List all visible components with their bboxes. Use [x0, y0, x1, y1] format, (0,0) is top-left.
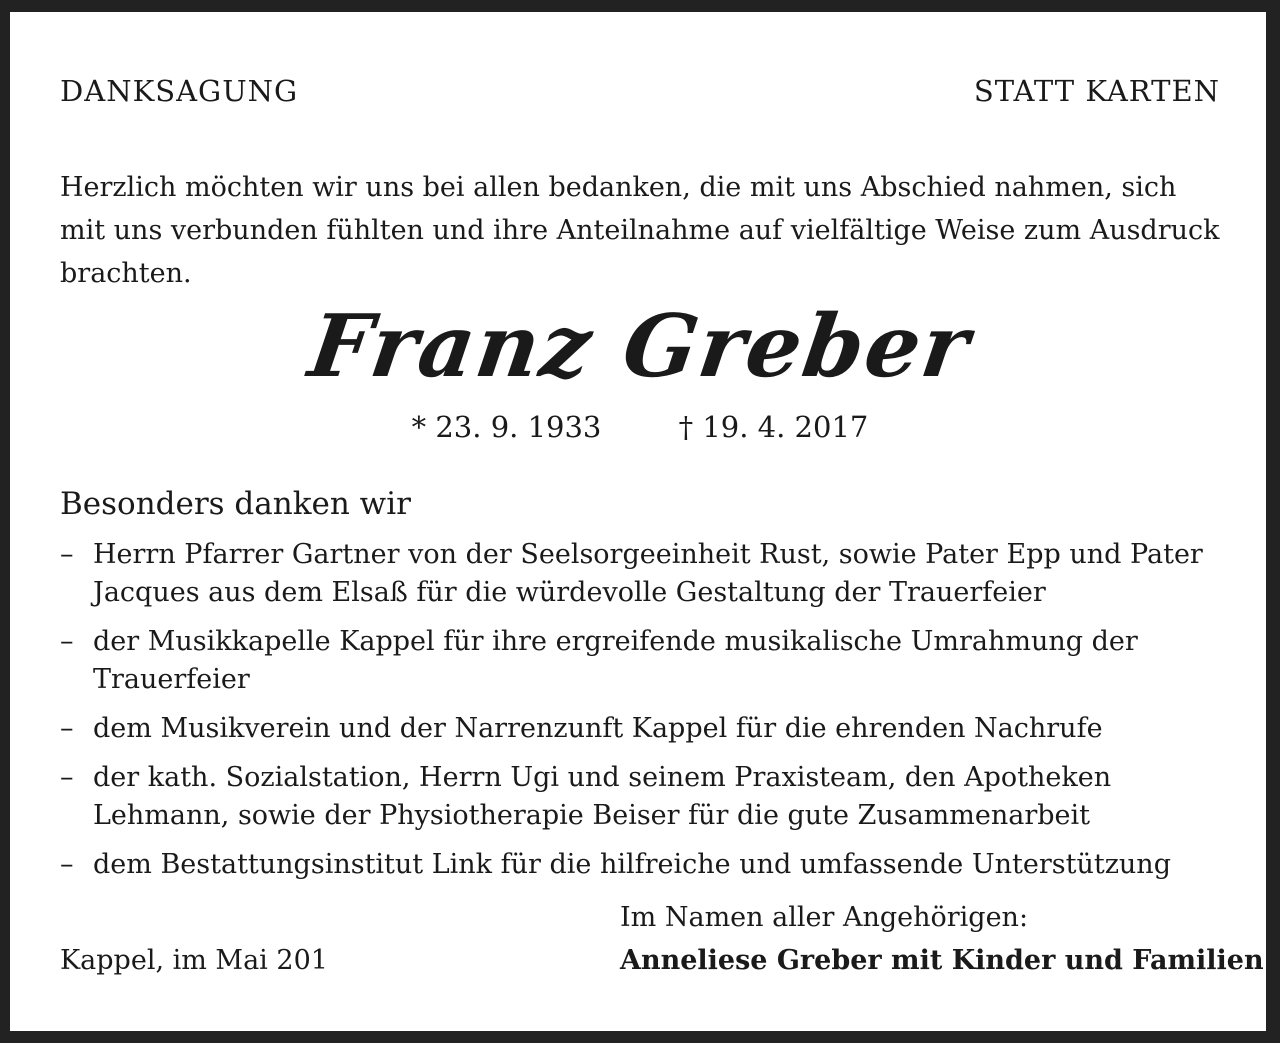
- thanks-list: [60, 536, 1240, 895]
- list-item: [60, 710, 1240, 748]
- list-item: [60, 536, 1240, 612]
- list-bullet: –: [60, 762, 74, 793]
- list-item: [60, 623, 1240, 699]
- list-bullet: –: [60, 713, 74, 744]
- family-signature: Anneliese Greber mit Kinder und Familien: [620, 945, 1264, 976]
- header-right: STATT KARTEN: [973, 74, 1220, 108]
- birth-date: * 23. 9. 1933: [411, 410, 602, 444]
- closing-label: Im Namen aller Angehörigen:: [620, 902, 1029, 933]
- list-bullet: –: [60, 849, 74, 880]
- list-bullet: –: [60, 626, 74, 657]
- thanks-heading: Besonders danken wir: [60, 486, 411, 522]
- header-left: DANKSAGUNG: [60, 74, 299, 108]
- list-item-text: dem Musikverein und der Narrenzunft Kappel für die ehrenden Nachrufe: [93, 713, 1103, 744]
- death-date: † 19. 4. 2017: [678, 410, 869, 444]
- list-item: [60, 846, 1240, 884]
- intro-text: Herzlich möchten wir uns bei allen bedanken, die mit uns Abschied nahmen, sich mit uns verbunden fühlten und ihre Anteilnahme auf vielfältige Weise zum Ausdruck brachten.: [60, 172, 1220, 289]
- place-date: Kappel, im Mai 201: [60, 945, 328, 976]
- list-item-text: der Musikkapelle Kappel für ihre ergreifende musikalische Umrahmung der Trauerfeier: [93, 626, 1138, 695]
- life-dates: [0, 410, 1280, 444]
- list-item-text: Herrn Pfarrer Gartner von der Seelsorgeeinheit Rust, sowie Pater Epp und Pater Jacques aus dem Elsaß für die würdevolle Gestaltung der Trauerfeier: [93, 539, 1203, 608]
- list-item: [60, 759, 1240, 835]
- list-item-text: der kath. Sozialstation, Herrn Ugi und seinem Praxisteam, den Apotheken Lehmann, sowie der Physiotherapie Beiser für die gute Zusammenarbeit: [93, 762, 1112, 831]
- list-bullet: –: [60, 539, 74, 570]
- list-item-text: dem Bestattungsinstitut Link für die hilfreiche und umfassende Unterstützung: [93, 849, 1171, 880]
- deceased-name: Franz Greber: [303, 296, 977, 397]
